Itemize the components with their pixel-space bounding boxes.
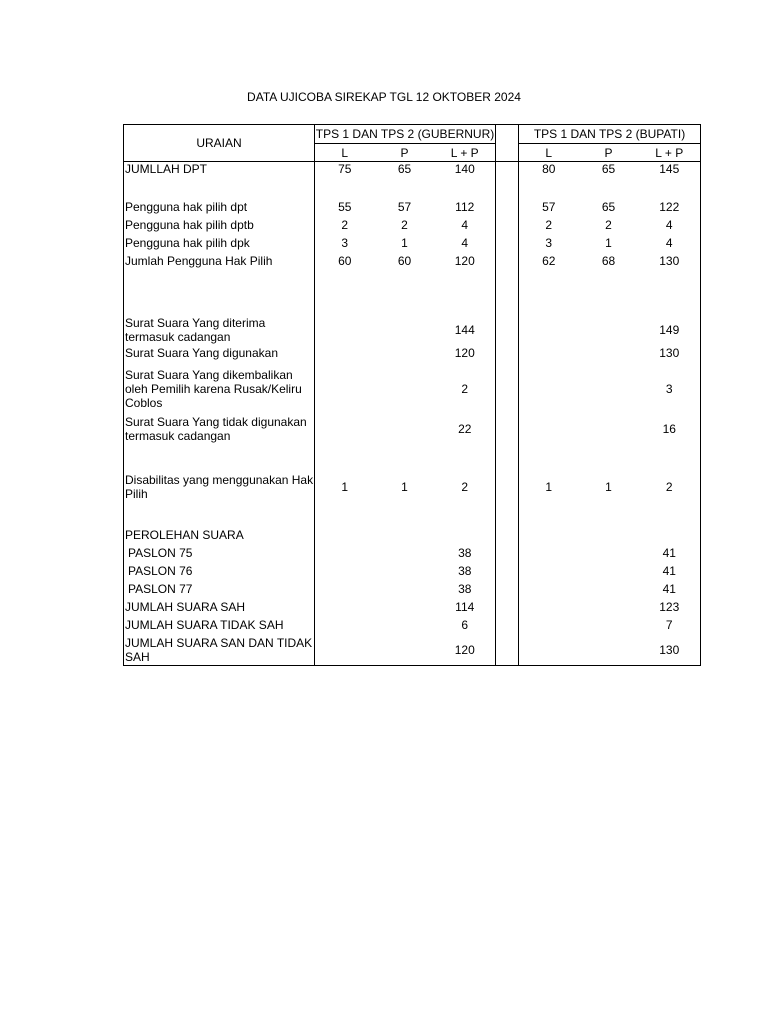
gubernur-p-cell — [375, 528, 435, 546]
bupati-lp-cell: 41 — [639, 546, 701, 564]
bupati-l-cell — [519, 181, 579, 200]
table-row — [124, 364, 701, 414]
bupati-p-cell — [579, 272, 639, 314]
spacer-cell — [496, 272, 519, 314]
gubernur-lp-cell — [435, 506, 496, 528]
gubernur-l-cell — [315, 346, 375, 364]
gubernur-p-cell: 57 — [397, 199, 412, 214]
spacer-cell — [496, 468, 519, 506]
gubernur-p-cell: 60 — [397, 253, 412, 268]
header-bup-p: P — [579, 144, 639, 162]
bupati-lp-cell — [639, 444, 701, 468]
gubernur-lp-cell — [435, 528, 496, 546]
row-label: Surat Suara Yang digunakan — [124, 346, 315, 364]
gubernur-lp-cell: 120 — [435, 636, 496, 666]
table-row — [124, 600, 701, 618]
bupati-l-cell — [519, 582, 579, 600]
bupati-l-cell — [519, 506, 579, 528]
table-row — [124, 314, 701, 346]
spacer-cell — [496, 582, 519, 600]
row-label: Surat Suara Yang tidak digunakan termasuk cadangan — [124, 414, 315, 444]
header-row-groups — [124, 125, 701, 144]
bupati-lp-cell: 130 — [639, 636, 701, 666]
gubernur-l-cell — [315, 314, 375, 346]
gubernur-l-cell — [315, 181, 375, 200]
gubernur-l-cell — [315, 528, 375, 546]
bupati-lp-cell: 149 — [639, 314, 701, 346]
row-label: PEROLEHAN SUARA — [124, 528, 315, 546]
bupati-l-cell — [519, 600, 579, 618]
table-row — [124, 564, 701, 582]
table-row — [124, 546, 701, 564]
gubernur-lp-cell — [435, 181, 496, 200]
gubernur-lp-cell: 2 — [435, 468, 496, 506]
bupati-p-cell — [579, 444, 639, 468]
gubernur-p-cell — [375, 414, 435, 444]
gubernur-lp-cell: 4 — [435, 218, 496, 236]
spacer-cell — [496, 618, 519, 636]
bupati-lp-cell — [639, 528, 701, 546]
bupati-lp-cell: 123 — [639, 600, 701, 618]
bupati-p-cell: 2 — [605, 217, 612, 232]
spacer-cell — [496, 546, 519, 564]
gubernur-p-cell — [375, 314, 435, 346]
gubernur-l-cell: 60 — [315, 254, 375, 272]
gubernur-l-cell — [315, 636, 375, 666]
spacer-cell — [496, 218, 519, 236]
gubernur-l-cell: 3 — [315, 236, 375, 254]
gubernur-lp-cell: 114 — [435, 600, 496, 618]
gubernur-l-cell: 1 — [315, 468, 375, 506]
bupati-p-cell — [579, 564, 639, 582]
bupati-p-cell — [579, 582, 639, 600]
bupati-p-cell — [579, 618, 639, 636]
bupati-l-cell — [519, 414, 579, 444]
spacer-cell — [496, 236, 519, 254]
gubernur-p-cell — [375, 346, 435, 364]
bupati-p-cell: 1 — [605, 235, 612, 250]
gubernur-l-cell — [315, 564, 375, 582]
gubernur-lp-cell: 140 — [435, 162, 496, 181]
gubernur-p-cell — [375, 444, 435, 468]
gubernur-l-cell — [315, 582, 375, 600]
bupati-lp-cell: 2 — [639, 468, 701, 506]
row-label — [124, 272, 315, 314]
gubernur-lp-cell: 2 — [435, 364, 496, 414]
header-gub-lp: L + P — [435, 144, 496, 162]
bupati-l-cell: 3 — [519, 236, 579, 254]
bupati-lp-cell: 122 — [639, 200, 701, 218]
gubernur-p-cell — [375, 506, 435, 528]
bupati-lp-cell: 145 — [639, 162, 701, 181]
table-row — [124, 272, 701, 314]
bupati-l-cell — [519, 314, 579, 346]
gubernur-lp-cell: 6 — [435, 618, 496, 636]
gubernur-p-cell — [375, 618, 435, 636]
gubernur-lp-cell: 38 — [435, 564, 496, 582]
table-row — [124, 468, 701, 506]
row-label: JUMLAH SUARA SAN DAN TIDAK SAH — [124, 636, 315, 666]
bupati-l-cell: 80 — [519, 162, 579, 181]
bupati-l-cell — [519, 444, 579, 468]
header-gub-l: L — [315, 144, 375, 162]
table-row — [124, 528, 701, 546]
spacer-cell — [496, 636, 519, 666]
bupati-lp-cell — [639, 181, 701, 200]
gubernur-p-cell: 65 — [397, 162, 412, 176]
table-row — [124, 414, 701, 444]
spacer-cell — [496, 414, 519, 444]
gubernur-l-cell — [315, 364, 375, 414]
spacer-cell — [496, 444, 519, 468]
row-label: Surat Suara Yang diterima termasuk cadangan — [124, 314, 315, 346]
bupati-l-cell — [519, 364, 579, 414]
spacer-cell — [496, 564, 519, 582]
header-bup-l: L — [519, 144, 579, 162]
table-row — [124, 181, 701, 200]
bupati-p-cell — [579, 346, 639, 364]
bupati-p-cell: 68 — [601, 253, 616, 268]
spacer-cell — [496, 600, 519, 618]
gubernur-p-cell — [375, 564, 435, 582]
bupati-l-cell — [519, 272, 579, 314]
gubernur-l-cell — [315, 414, 375, 444]
data-table — [123, 124, 701, 666]
gubernur-p-cell — [375, 600, 435, 618]
table-row — [124, 618, 701, 636]
gubernur-lp-cell: 38 — [435, 582, 496, 600]
bupati-lp-cell: 41 — [639, 582, 701, 600]
gubernur-l-cell — [315, 272, 375, 314]
row-label: PASLON 77 — [124, 582, 315, 600]
header-bup-lp: L + P — [639, 144, 701, 162]
row-label: JUMLAH SUARA TIDAK SAH — [124, 618, 315, 636]
bupati-l-cell — [519, 346, 579, 364]
header-group-gubernur: TPS 1 DAN TPS 2 (GUBERNUR) — [315, 125, 496, 144]
bupati-p-cell: 65 — [601, 199, 616, 214]
bupati-lp-cell: 41 — [639, 564, 701, 582]
table-row — [124, 200, 701, 218]
gubernur-p-cell — [375, 636, 435, 666]
bupati-p-cell — [579, 181, 639, 200]
gubernur-l-cell: 75 — [315, 162, 375, 181]
spacer-cell — [496, 346, 519, 364]
bupati-p-cell — [579, 600, 639, 618]
document-title: DATA UJICOBA SIREKAP TGL 12 OKTOBER 2024 — [247, 90, 521, 104]
table-row — [124, 444, 701, 468]
bupati-l-cell: 62 — [519, 254, 579, 272]
gubernur-lp-cell: 144 — [435, 314, 496, 346]
bupati-lp-cell: 3 — [639, 364, 701, 414]
spacer-cell — [496, 314, 519, 346]
spacer-cell — [496, 506, 519, 528]
gubernur-l-cell: 2 — [315, 218, 375, 236]
gubernur-p-cell — [375, 181, 435, 200]
gubernur-l-cell: 55 — [315, 200, 375, 218]
table-row — [124, 254, 701, 272]
table-row — [124, 582, 701, 600]
bupati-l-cell: 2 — [519, 218, 579, 236]
bupati-p-cell — [579, 506, 639, 528]
bupati-lp-cell: 16 — [639, 414, 701, 444]
bupati-lp-cell: 130 — [639, 346, 701, 364]
table-row — [124, 346, 701, 364]
row-label: PASLON 76 — [124, 564, 315, 582]
gubernur-lp-cell: 4 — [435, 236, 496, 254]
gubernur-lp-cell: 120 — [435, 254, 496, 272]
row-label: JUMLAH SUARA SAH — [124, 600, 315, 618]
row-label — [124, 506, 315, 528]
row-label: Pengguna hak pilih dpk — [124, 236, 315, 254]
spacer-cell — [496, 200, 519, 218]
bupati-lp-cell: 4 — [639, 218, 701, 236]
spacer-cell — [496, 528, 519, 546]
gubernur-l-cell — [315, 546, 375, 564]
row-label: Disabilitas yang menggunakan Hak Pilih — [124, 468, 315, 506]
bupati-lp-cell — [639, 272, 701, 314]
bupati-l-cell — [519, 618, 579, 636]
table-row — [124, 636, 701, 666]
row-label — [124, 181, 315, 200]
gubernur-lp-cell — [435, 444, 496, 468]
table-row — [124, 236, 701, 254]
bupati-lp-cell: 7 — [639, 618, 701, 636]
spacer-cell — [496, 162, 519, 181]
gubernur-lp-cell: 22 — [435, 414, 496, 444]
gubernur-l-cell — [315, 506, 375, 528]
gubernur-lp-cell — [435, 272, 496, 314]
bupati-l-cell — [519, 528, 579, 546]
header-gub-p: P — [375, 144, 435, 162]
row-label: Pengguna hak pilih dptb — [124, 218, 315, 236]
bupati-p-cell — [579, 636, 639, 666]
bupati-l-cell: 57 — [519, 200, 579, 218]
table-row — [124, 162, 701, 181]
gubernur-p-cell: 2 — [401, 217, 408, 232]
bupati-p-cell — [579, 414, 639, 444]
gubernur-p-cell — [375, 364, 435, 414]
header-group-bupati: TPS 1 DAN TPS 2 (BUPATI) — [519, 125, 701, 144]
gubernur-p-cell: 1 — [401, 479, 408, 494]
bupati-p-cell: 65 — [601, 162, 616, 176]
bupati-l-cell — [519, 636, 579, 666]
row-label — [124, 444, 315, 468]
gubernur-p-cell — [375, 546, 435, 564]
table-row — [124, 506, 701, 528]
row-label: Surat Suara Yang dikembalikan oleh Pemilih karena Rusak/Keliru Coblos — [124, 364, 315, 414]
table-row — [124, 218, 701, 236]
gubernur-lp-cell: 38 — [435, 546, 496, 564]
row-label: PASLON 75 — [124, 546, 315, 564]
spacer-cell — [496, 254, 519, 272]
row-label: Jumlah Pengguna Hak Pilih — [124, 254, 315, 272]
gubernur-lp-cell: 112 — [435, 200, 496, 218]
row-label: Pengguna hak pilih dpt — [124, 200, 315, 218]
gubernur-l-cell — [315, 444, 375, 468]
bupati-p-cell — [579, 546, 639, 564]
bupati-l-cell — [519, 546, 579, 564]
header-uraian: URAIAN — [124, 125, 315, 162]
bupati-lp-cell: 4 — [639, 236, 701, 254]
bupati-p-cell: 1 — [605, 479, 612, 494]
gubernur-l-cell — [315, 600, 375, 618]
bupati-l-cell: 1 — [519, 468, 579, 506]
gubernur-p-cell — [375, 582, 435, 600]
bupati-lp-cell: 130 — [639, 254, 701, 272]
header-spacer — [496, 125, 519, 162]
gubernur-p-cell — [375, 272, 435, 314]
bupati-lp-cell — [639, 506, 701, 528]
gubernur-p-cell: 1 — [401, 235, 408, 250]
bupati-l-cell — [519, 564, 579, 582]
bupati-p-cell — [579, 528, 639, 546]
bupati-p-cell — [579, 314, 639, 346]
gubernur-l-cell — [315, 618, 375, 636]
gubernur-lp-cell: 120 — [435, 346, 496, 364]
row-label: JUMLLAH DPT — [124, 162, 315, 181]
spacer-cell — [496, 181, 519, 200]
spacer-cell — [496, 364, 519, 414]
bupati-p-cell — [579, 364, 639, 414]
